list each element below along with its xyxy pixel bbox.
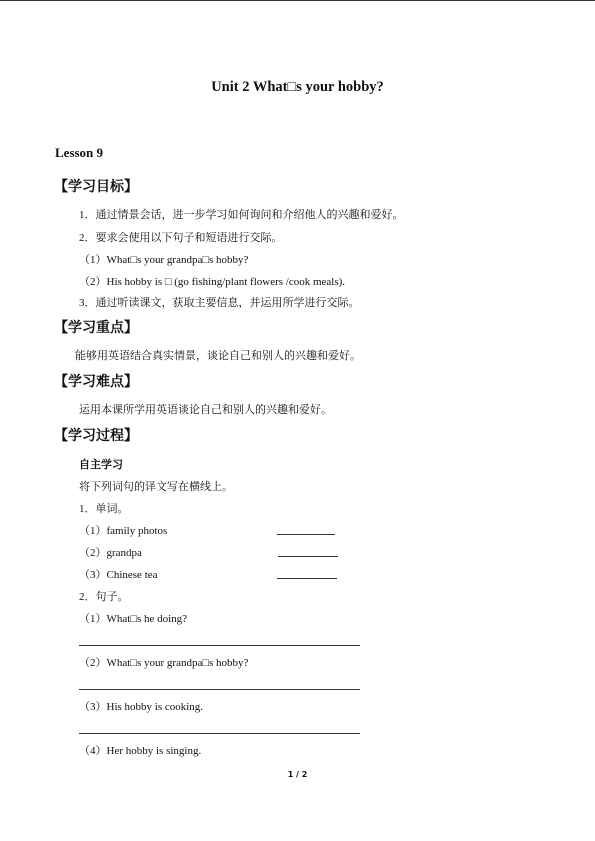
key-points-text: 能够用英语结合真实情景，谈论自己和别人的兴趣和爱好。	[75, 350, 361, 362]
sentences-label: 2．句子。	[79, 591, 129, 603]
objective-item: （2）His hobby is □ (go fishing/plant flowers /cook meals).	[79, 276, 346, 288]
section-heading-process: 【学习过程】	[54, 428, 138, 444]
objective-item: 1．通过情景会话，进一步学习如何询问和介绍他人的兴趣和爱好。	[79, 209, 404, 221]
objective-item: 3．通过听读课文，获取主要信息，并运用所学进行交际。	[79, 297, 360, 309]
words-label: 1．单词。	[79, 503, 129, 515]
instruction-text: 将下列词句的译文写在横线上。	[79, 481, 233, 493]
sentence-item: （3）His hobby is cooking.	[79, 701, 204, 713]
objective-item: 2．要求会使用以下句子和短语进行交际。	[79, 232, 283, 244]
answer-blank	[278, 556, 338, 557]
lesson-heading: Lesson 9	[55, 145, 104, 160]
sentence-item: （2）What□s your grandpa□s hobby?	[79, 657, 249, 669]
section-heading-difficulties: 【学习难点】	[54, 374, 138, 390]
header-rule	[0, 0, 595, 1]
sentence-item: （4）Her hobby is singing.	[79, 745, 202, 757]
answer-blank	[277, 534, 335, 535]
section-heading-objectives: 【学习目标】	[54, 179, 138, 195]
section-heading-key-points: 【学习重点】	[54, 320, 138, 336]
sentence-item: （1）What□s he doing?	[79, 613, 188, 625]
answer-line	[79, 645, 360, 646]
answer-line	[79, 733, 360, 734]
word-item: （3）Chinese tea	[79, 569, 158, 581]
word-item: （1）family photos	[79, 525, 168, 537]
page-title: Unit 2 What□s your hobby?	[211, 79, 384, 95]
difficulties-text: 运用本课所学用英语谈论自己和别人的兴趣和爱好。	[79, 404, 332, 416]
self-study-subheading: 自主学习	[79, 458, 123, 471]
word-item: （2）grandpa	[79, 547, 142, 559]
answer-line	[79, 689, 360, 690]
objective-item: （1）What□s your grandpa□s hobby?	[79, 254, 249, 266]
answer-blank	[277, 578, 337, 579]
page-number: 1 / 2	[287, 770, 308, 779]
